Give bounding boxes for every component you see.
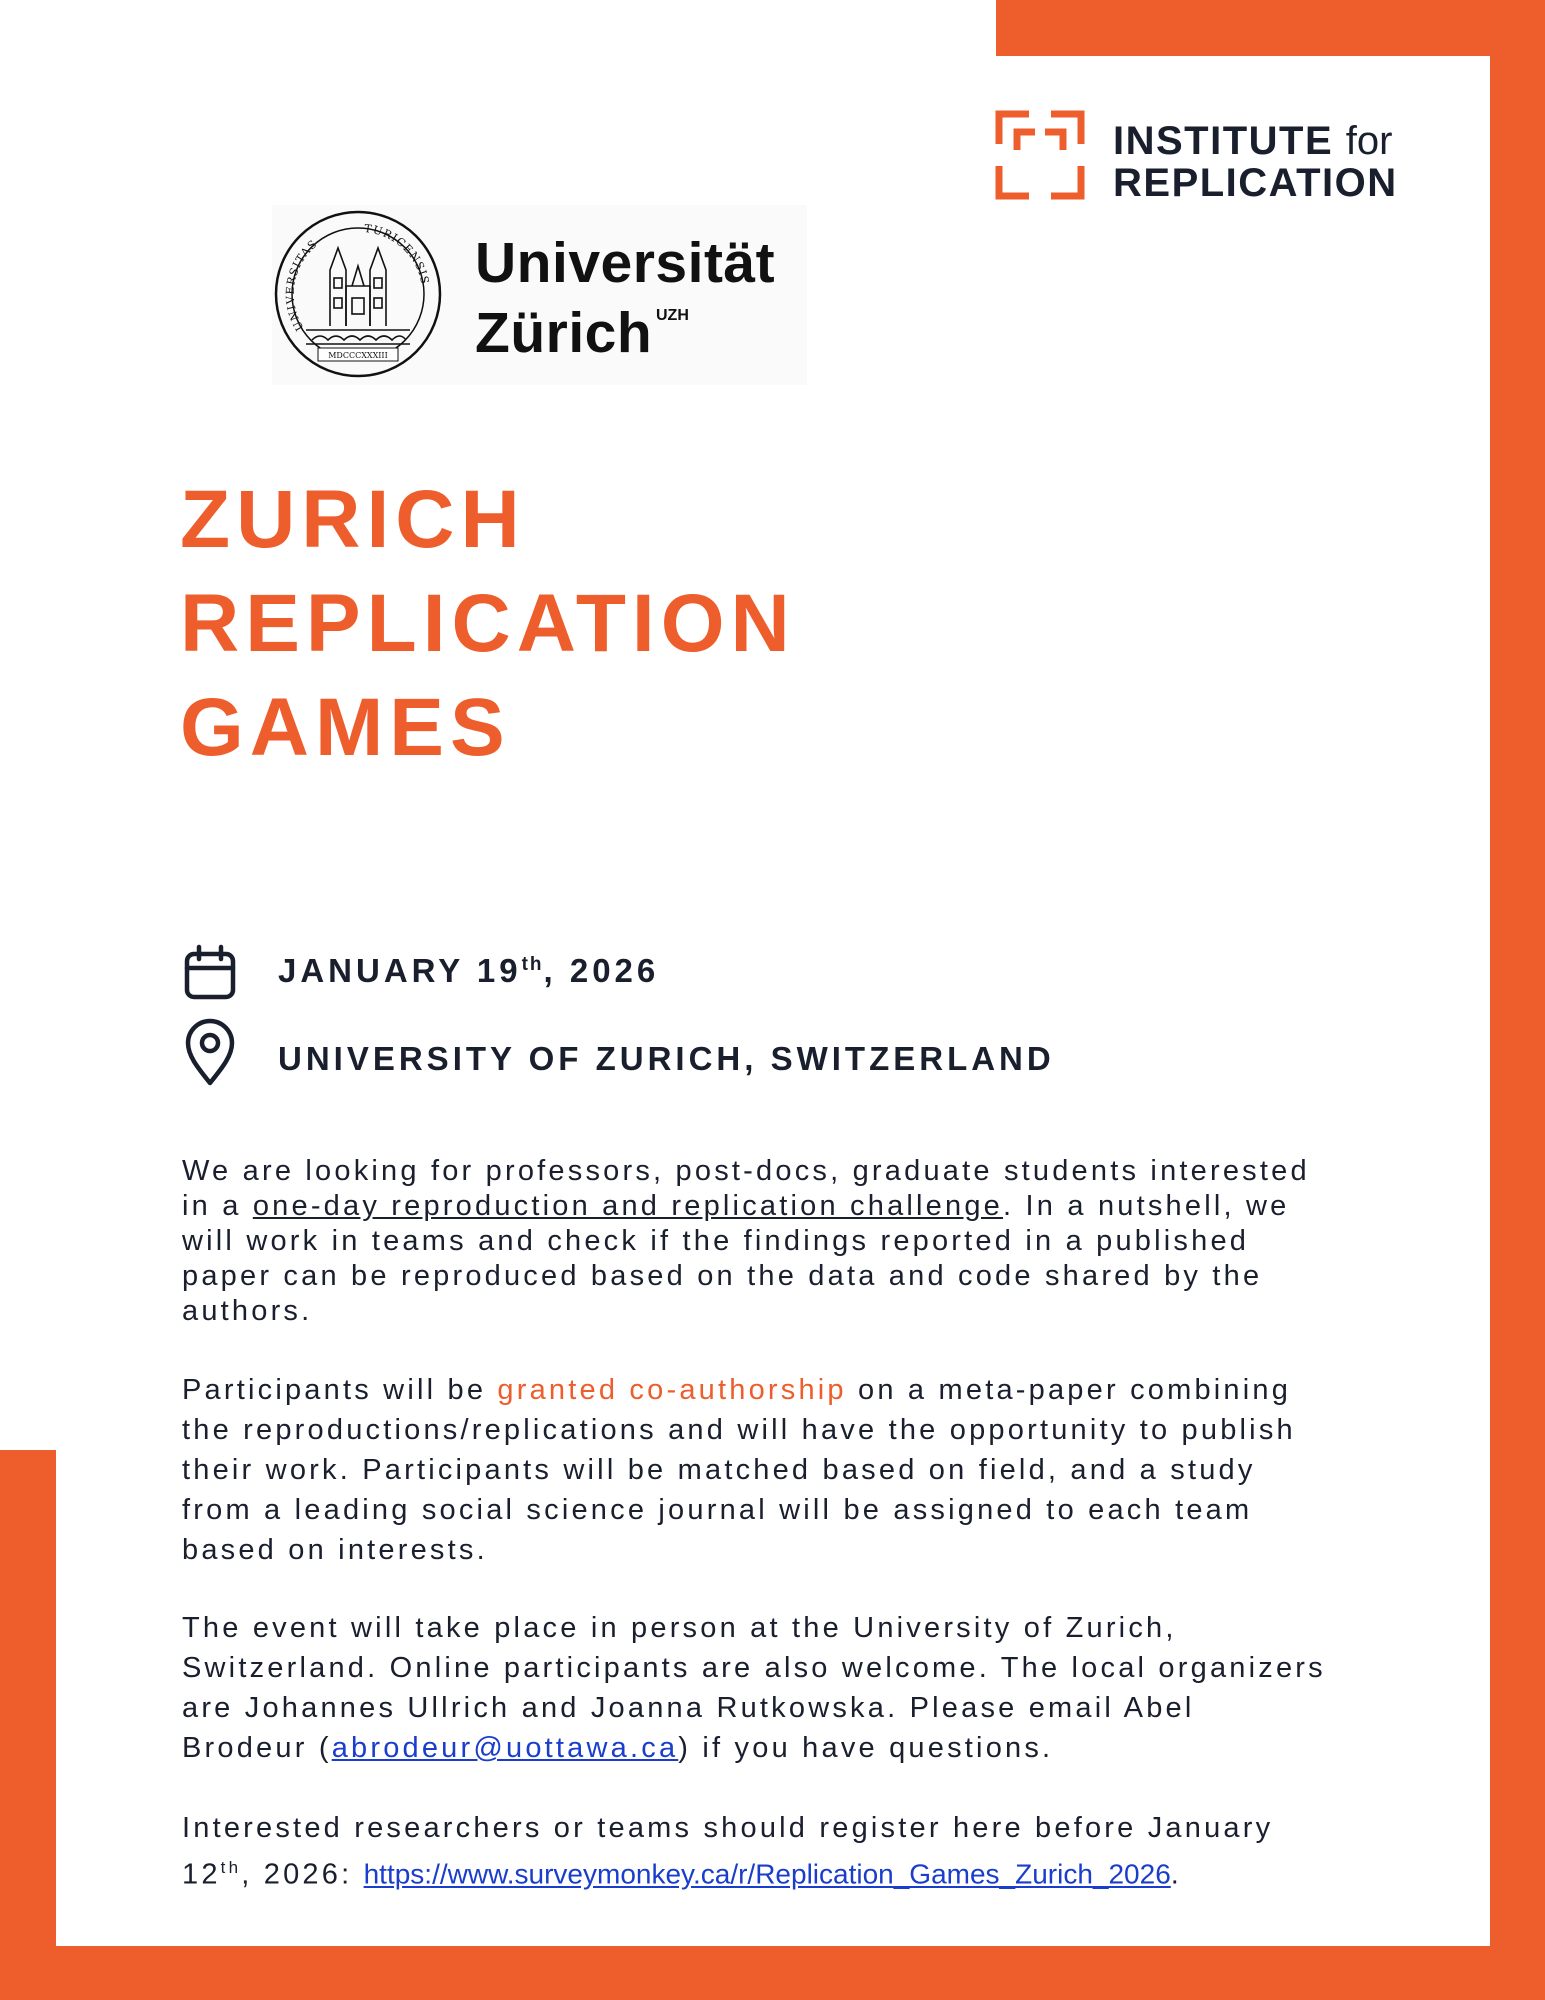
- para1-line5: authors.: [182, 1295, 313, 1327]
- para3-line3: are Johannes Ullrich and Joanna Rutkowska. Please email Abel: [182, 1692, 1195, 1724]
- para1-line2-pre: in a: [182, 1190, 253, 1222]
- intro-paragraph: [182, 1154, 1422, 1329]
- university-of-zurich-logo: [272, 205, 807, 385]
- calendar-icon: [184, 944, 236, 1000]
- institute-for-replication-logo: [995, 108, 1425, 203]
- para1-line2: [182, 1189, 1422, 1224]
- frame-right-bar: [1490, 0, 1545, 2000]
- para1-line1: We are looking for professors, post-docs, graduate students interested: [182, 1155, 1310, 1187]
- uzh-name-line2: Zürich: [475, 301, 653, 365]
- para3-line4: [182, 1728, 1422, 1768]
- para3-line2: Switzerland. Online participants are also welcome. The local organizers: [182, 1652, 1326, 1684]
- para3-line4-post: ) if you have questions.: [678, 1732, 1054, 1764]
- para4-line2-ordinal: th: [220, 1858, 242, 1877]
- coauthorship-highlight: granted co-authorship: [497, 1374, 847, 1406]
- title-line-3: GAMES: [180, 682, 511, 773]
- event-date-year: , 2026: [543, 952, 660, 989]
- para2-line1-pre: Participants will be: [182, 1374, 498, 1406]
- frame-left-bar: [0, 1450, 56, 2000]
- para2-line4: from a leading social science journal will be assigned to each team: [182, 1494, 1253, 1526]
- event-date-main: JANUARY 19: [278, 952, 522, 989]
- ifr-word-institute: INSTITUTE: [1113, 119, 1334, 163]
- event-date-ordinal: th: [521, 954, 544, 975]
- para4-line2-post: .: [1170, 1858, 1183, 1891]
- contact-email-link[interactable]: abrodeur@uottawa.ca: [331, 1732, 679, 1764]
- para3-line1: The event will take place in person at the University of Zurich,: [182, 1612, 1177, 1644]
- para2-line1: [182, 1370, 1422, 1410]
- svg-text:TURICENSIS: [363, 222, 431, 286]
- para2-line2: the reproductions/replications and will have the opportunity to publish: [182, 1414, 1296, 1446]
- para1-line2-post: . In a nutshell, we: [1003, 1190, 1290, 1222]
- title-line-2: REPLICATION: [180, 578, 796, 669]
- map-pin-icon: [184, 1018, 236, 1086]
- uzh-name-line1: Universität: [475, 231, 776, 295]
- para2-line3: their work. Participants will be matched based on field, and a study: [182, 1454, 1256, 1486]
- participants-paragraph: [182, 1370, 1422, 1570]
- seal-year: MDCCCXXXIII: [328, 351, 388, 360]
- para4-line1: Interested researchers or teams should register here before January: [182, 1812, 1274, 1844]
- page-title: [180, 468, 796, 780]
- uzh-abbreviation: UZH: [656, 307, 689, 324]
- para4-line2-mid: , 2026:: [241, 1858, 364, 1891]
- ifr-word-replication: REPLICATION: [1113, 161, 1398, 205]
- para2-line5: based on interests.: [182, 1534, 488, 1566]
- event-date: [278, 952, 659, 990]
- para2-line1-post: on a meta-paper combining: [846, 1374, 1292, 1406]
- frame-top-bar: [996, 0, 1545, 56]
- registration-link[interactable]: https://www.surveymonkey.ca/r/Replication_Games_Zurich_2026: [363, 1858, 1171, 1890]
- registration-paragraph: [182, 1808, 1422, 1895]
- bracket-logo-icon: [995, 110, 1085, 200]
- para1-line3: will work in teams and check if the findings reported in a published: [182, 1225, 1250, 1257]
- frame-bottom-bar: [0, 1946, 1545, 2000]
- university-seal-icon: [272, 208, 444, 380]
- para1-line4: paper can be reproduced based on the data and code shared by the: [182, 1260, 1263, 1292]
- seal-text-right: TURICENSIS: [363, 221, 432, 286]
- ifr-wordmark: [1113, 120, 1398, 204]
- title-line-1: ZURICH: [180, 474, 526, 565]
- seal-text-left: UNIVERSITAS: [283, 237, 320, 334]
- para4-line2-pre: 12: [182, 1858, 221, 1891]
- para4-line2: [182, 1848, 1422, 1895]
- para3-line4-pre: Brodeur (: [182, 1732, 332, 1764]
- ifr-word-for: for: [1345, 119, 1393, 163]
- event-details-paragraph: [182, 1608, 1422, 1768]
- event-location: UNIVERSITY OF ZURICH, SWITZERLAND: [278, 1040, 1055, 1077]
- challenge-underlined-text: one-day reproduction and replication challenge: [252, 1190, 1003, 1222]
